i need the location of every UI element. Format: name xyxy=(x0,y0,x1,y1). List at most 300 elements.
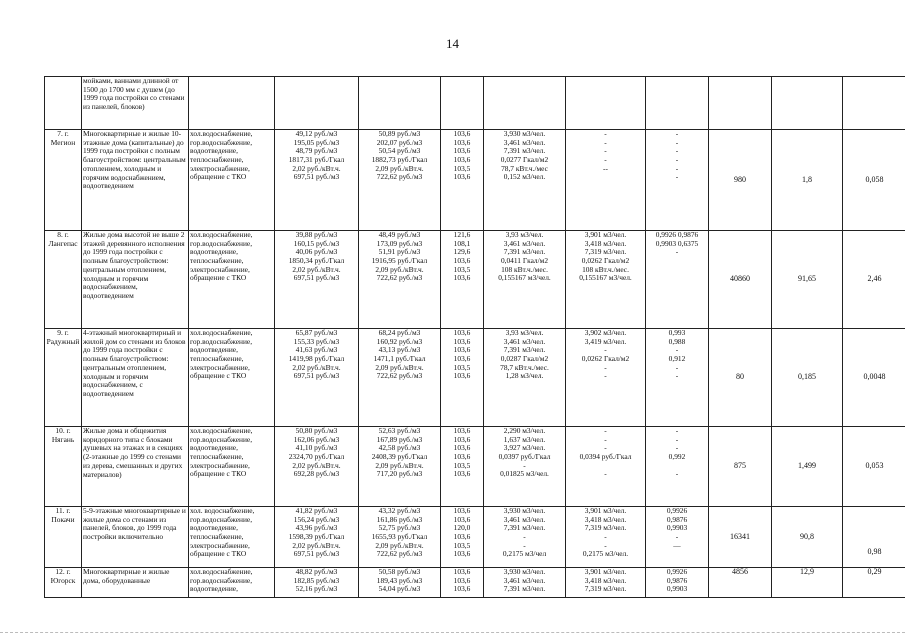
tariff-before-line: 52,16 руб./м3 xyxy=(295,584,338,594)
tariff-after-line: 43,32 руб./м3 xyxy=(378,506,421,515)
coefficient-line xyxy=(647,257,707,266)
consumption-norm-cell xyxy=(484,231,566,329)
coefficient-line: 0,9903 xyxy=(666,523,688,533)
city-cell: 7. г. Мегион xyxy=(45,130,82,231)
tariff-after-cell xyxy=(359,231,441,329)
consumption-norm-line: 3,461 м3/чел. xyxy=(503,137,546,147)
consumption-norm-line: 0,0287 Гкал/м2 xyxy=(500,354,549,364)
consumption-norm-alt-line: 0,0262 Гкал/м2 xyxy=(581,256,630,266)
table-row xyxy=(45,427,905,507)
tariff-after-line: 160,92 руб./м3 xyxy=(376,336,423,346)
tariff-before-line: 156,24 руб./м3 xyxy=(293,514,340,524)
consumption-norm-alt-line: - xyxy=(604,137,607,147)
share-total: 0,0048 xyxy=(843,329,905,427)
coefficient-line: - xyxy=(675,172,679,182)
tariff-index-line: 103,6 xyxy=(453,155,471,165)
tariff-after-line: 50,54 руб./м3 xyxy=(378,146,421,156)
consumption-norm-line: 7,391 м3/чел. xyxy=(503,247,546,257)
tariff-after-line: 722,62 руб./м3 xyxy=(376,371,423,381)
tariff-before-line: 48,82 руб./м3 xyxy=(295,567,338,576)
service-list-line: обращение с ТКО xyxy=(190,469,247,479)
coefficient-line: 0,9926 0,9876 xyxy=(655,230,699,239)
consumption-norm-alt-line: - xyxy=(604,426,607,435)
coefficient-line: - xyxy=(675,362,679,372)
consumption-norm-alt-line: 0,0262 Гкал/м2 xyxy=(581,354,630,364)
tariff-before-line: 182,85 руб./м3 xyxy=(293,575,340,585)
tariff-before-line: 2,02 руб./кВт.ч. xyxy=(292,264,341,274)
tariff-index-line: 103,6 xyxy=(453,426,471,435)
tariff-index-line: 121,6 xyxy=(453,230,471,239)
consumption-norm-line: 0,0397 руб./Гкал xyxy=(498,452,551,462)
share-total: 0,053 xyxy=(843,427,905,507)
tariff-before-line: 2,02 руб./кВт.ч. xyxy=(292,163,341,173)
service-list-line: теплоснабжение, xyxy=(190,155,244,165)
city-cell: 12. г. Югорск xyxy=(45,568,82,598)
house-description: Многоквартирные и жилые 10-этажные дома (капитальные) до 1999 года постройки с полным благоустройством: центральным отоплением, холодным и горячим водоснабжением, водоотведением xyxy=(82,130,189,231)
tariff-after-line: 717,20 руб./м3 xyxy=(376,469,423,479)
tariff-after-cell xyxy=(359,568,441,598)
population-count: 980 xyxy=(709,130,772,231)
tariff-before-line: 697,51 руб./м3 xyxy=(293,371,340,381)
consumption-norm-alt-line: 3,419 м3/чел. xyxy=(584,336,627,346)
tariff-after-line: 52,63 руб./м3 xyxy=(378,426,421,435)
coefficient-line xyxy=(647,550,707,559)
share-percent: 91,65 xyxy=(772,231,843,329)
tariff-index-cell xyxy=(441,329,484,427)
coefficient-line: - xyxy=(675,426,679,435)
consumption-norm-line: 7,391 м3/чел. xyxy=(503,523,546,533)
tariff-after-line: 167,89 руб./м3 xyxy=(376,434,423,444)
tariff-before-line: 2,02 руб./кВт.ч. xyxy=(292,540,341,550)
coefficient-line: - xyxy=(675,146,679,156)
service-list-line: электроснабжение, xyxy=(190,362,250,372)
coefficient-line: 0,912 xyxy=(668,354,686,364)
service-list-line: хол.водоснабжение, xyxy=(190,426,253,435)
consumption-norm-line: 1,28 м3/чел. xyxy=(505,371,544,381)
coefficient-cell xyxy=(646,507,709,568)
tariff-before-line: 697,51 руб./м3 xyxy=(293,172,340,182)
tariff-index-line: 103,6 xyxy=(453,506,471,515)
tariff-index-line: 103,6 xyxy=(453,532,471,542)
house-description: мойками, ваннами длинной от 1500 до 1700 мм с душем (до 1999 года постройки со стенами из панелей, блоков) xyxy=(82,77,189,130)
service-list-line: теплоснабжение, xyxy=(190,452,244,462)
consumption-norm-alt-cell xyxy=(566,568,646,598)
share-percent: 0,185 xyxy=(772,329,843,427)
service-list-line: водоотведение, xyxy=(190,584,238,594)
tariff-after-line: 202,07 руб./м3 xyxy=(376,137,423,147)
consumption-norm-line: 108 кВт.ч./мес. xyxy=(501,264,548,274)
tariff-before-cell xyxy=(275,568,359,598)
coefficient-cell xyxy=(646,329,709,427)
tariff-before-line: 195,05 руб./м3 xyxy=(293,137,340,147)
consumption-norm-line: 78,7 кВт.ч./мес. xyxy=(500,362,549,372)
tariff-after-cell xyxy=(359,130,441,231)
table-row xyxy=(45,507,905,568)
service-list-line: электроснабжение, xyxy=(190,540,250,550)
tariff-after-line: 189,43 руб./м3 xyxy=(376,575,423,585)
tariff-index-line: 103,6 xyxy=(453,452,471,462)
tariff-index-line: 103,6 xyxy=(453,575,471,585)
consumption-norm-line: 3,93 м3/чел. xyxy=(505,328,544,337)
tariff-before-line: 41,63 руб./м3 xyxy=(295,345,338,355)
tariff-before-cell xyxy=(275,507,359,568)
consumption-norm-cell xyxy=(484,568,566,598)
coefficient-line: - xyxy=(675,247,679,257)
coefficient-line: - xyxy=(675,532,679,542)
city-cell: 8. г. Лангепас xyxy=(45,231,82,329)
consumption-norm-alt-line: - xyxy=(604,129,607,138)
service-list-line: обращение с ТКО xyxy=(190,549,247,559)
tariff-before-line: 162,06 руб./м3 xyxy=(293,434,340,444)
tariff-index-line: 103,6 xyxy=(453,443,471,453)
tariff-after-line: 68,24 руб./м3 xyxy=(378,328,421,337)
consumption-norm-alt-line: 7,319 м3/чел. xyxy=(584,584,627,594)
coefficient-line: - xyxy=(675,129,679,138)
coefficient-line: 0,993 xyxy=(668,328,686,337)
tariff-after-line: 161,86 руб./м3 xyxy=(376,514,423,524)
tariff-before-line: 1850,34 руб./Гкал xyxy=(288,256,345,266)
tariff-after-cell xyxy=(359,427,441,507)
tariff-after-line: 722,62 руб./м3 xyxy=(376,273,423,283)
tariff-index-cell xyxy=(441,507,484,568)
share-percent: 1,499 xyxy=(772,427,843,507)
consumption-norm-alt-line: - xyxy=(604,540,607,550)
service-list-line: обращение с ТКО xyxy=(190,371,247,381)
consumption-norm-alt-line: - xyxy=(604,469,607,479)
tariff-after-line: 722,62 руб./м3 xyxy=(376,549,423,559)
consumption-norm-line: 3,461 м3/чел. xyxy=(503,238,546,248)
consumption-norm-alt-line: 7,319 м3/чел. xyxy=(584,523,627,533)
city-cell: 9. г. Радужный xyxy=(45,329,82,427)
consumption-norm-alt-line: - xyxy=(604,434,607,444)
consumption-norm-alt-line: - xyxy=(604,146,607,156)
tariff-index-line: 103,6 xyxy=(453,549,471,559)
service-list-line: хол.водоснабжение, xyxy=(190,230,253,239)
consumption-norm-line: 7,391 м3/чел. xyxy=(503,146,546,156)
service-list-line: обращение с ТКО xyxy=(190,273,247,283)
table-row xyxy=(45,329,905,427)
tariff-before-line: 692,28 руб./м3 xyxy=(293,469,340,479)
share-total: 2,46 xyxy=(843,231,905,329)
tariff-index-line: 103,6 xyxy=(453,354,471,364)
consumption-norm-line: 0,2175 м3/чел xyxy=(502,549,547,559)
consumption-norm-alt-line: - xyxy=(604,532,607,542)
coefficient-cell xyxy=(646,130,709,231)
consumption-norm-alt-line: - xyxy=(604,155,607,165)
tariff-before-line: 2324,70 руб./Гкал xyxy=(288,452,345,462)
consumption-norm-alt-line: 0,155167 м3/чел. xyxy=(579,273,632,283)
tariff-after-line: 2408,39 руб./Гкал xyxy=(371,452,428,462)
share-total: 0,058 xyxy=(843,130,905,231)
tariff-after-line: 2,09 руб./кВт.ч. xyxy=(375,163,424,173)
coefficient-line: - xyxy=(675,469,679,479)
table-row xyxy=(45,568,905,598)
consumption-norm-line: 0,152 м3/чел. xyxy=(503,172,546,182)
consumption-norm-alt-cell xyxy=(566,130,646,231)
consumption-norm-alt-cell xyxy=(566,427,646,507)
coefficient-line: 0,9876 xyxy=(666,575,688,585)
service-list-line: гор.водоснабжение, xyxy=(190,238,253,248)
service-list-line: хол.водоснабжение, xyxy=(190,328,253,337)
service-list-line: гор.водоснабжение, xyxy=(190,575,253,585)
share-percent: 1,8 xyxy=(772,130,843,231)
tariff-after-line: 173,09 руб./м3 xyxy=(376,238,423,248)
tariff-index-line: 103,6 xyxy=(453,584,471,594)
population-count: 16341 xyxy=(709,507,772,568)
service-list-line: гор.водоснабжение, xyxy=(190,137,253,147)
coefficient-line: - xyxy=(675,371,679,381)
tariff-index-line: 103,5 xyxy=(453,163,471,173)
tariff-after-line: 50,89 руб./м3 xyxy=(378,129,421,138)
consumption-norm-alt-cell xyxy=(566,507,646,568)
consumption-norm-alt-line: 0,0394 руб./Гкал xyxy=(579,452,632,462)
tariff-before-line: 1419,98 руб./Гкал xyxy=(288,354,345,364)
coefficient-line: 0,9926 xyxy=(666,567,688,576)
tariff-index-line: 103,6 xyxy=(453,514,471,524)
consumption-norm-alt-line: 7,319 м3/чел. xyxy=(584,247,627,257)
tariff-index-line: 103,6 xyxy=(453,273,471,283)
tariff-before-line: 2,02 руб./кВт.ч. xyxy=(292,362,341,372)
coefficient-line: 0,9926 xyxy=(666,506,688,515)
consumption-norm-cell xyxy=(484,507,566,568)
consumption-norm-line: 78,7 кВт.ч./мес xyxy=(501,163,548,173)
consumption-norm-alt-line: 3,418 м3/чел. xyxy=(584,238,627,248)
tariff-before-line: 50,80 руб./м3 xyxy=(295,426,338,435)
tariff-after-line: 50,58 руб./м3 xyxy=(378,567,421,576)
service-list-line: электроснабжение, xyxy=(190,264,250,274)
city-cell: 11. г. Покачи xyxy=(45,507,82,568)
coefficient-line xyxy=(647,274,707,283)
page-number: 14 xyxy=(446,36,459,51)
consumption-norm-line: 3,461 м3/чел. xyxy=(503,575,546,585)
tariff-index-line: 103,6 xyxy=(453,567,471,576)
consumption-norm-alt-line: 3,901 м3/чел. xyxy=(584,567,627,576)
tariff-before-line: 48,79 руб./м3 xyxy=(295,146,338,156)
service-list-line: электроснабжение, xyxy=(190,460,250,470)
city-cell xyxy=(45,77,82,130)
tariff-index-cell xyxy=(441,427,484,507)
coefficient-line: - xyxy=(675,137,679,147)
tariff-before-line: 41,82 руб./м3 xyxy=(295,506,338,515)
consumption-norm-alt-line: -- xyxy=(603,163,608,173)
consumption-norm-cell xyxy=(484,130,566,231)
house-description: 5-9-этажные многоквартирные и жилые дома со стенами из панелей, блоков, до 1999 года постройки включительно xyxy=(82,507,189,568)
population-count: 875 xyxy=(709,427,772,507)
tariff-index-line: 103,5 xyxy=(453,362,471,372)
table-row xyxy=(45,231,905,329)
tariff-index-line: 120,0 xyxy=(453,523,471,533)
coefficient-line: 0,9876 xyxy=(666,514,688,524)
consumption-norm-cell xyxy=(484,329,566,427)
tariff-before-line: 40,06 руб./м3 xyxy=(295,247,338,257)
tariff-after-line: 1655,93 руб./Гкал xyxy=(371,532,428,542)
service-list-cell xyxy=(189,507,275,568)
coefficient-cell xyxy=(646,427,709,507)
tariff-index-line: 103,6 xyxy=(453,129,471,138)
tariff-after-line: 1471,1 руб./Гкал xyxy=(373,354,426,364)
tariff-table xyxy=(44,76,905,598)
tariff-index-line: 103,6 xyxy=(453,146,471,156)
tariff-before-line: 41,10 руб./м3 xyxy=(295,443,338,453)
coefficient-line: 0,992 xyxy=(668,452,686,462)
table-body xyxy=(45,77,905,598)
service-list-line: электроснабжение, xyxy=(190,163,250,173)
service-list-line: хол.водоснабжение, xyxy=(190,129,253,138)
house-description: Многоквартирные и жилые дома, оборудованные xyxy=(82,568,189,598)
service-list-line: водоотведение, xyxy=(190,345,238,355)
tariff-index-line: 103,5 xyxy=(453,264,471,274)
service-list-line: теплоснабжение, xyxy=(190,256,244,266)
tariff-index-line: 103,6 xyxy=(453,137,471,147)
tariff-after-line: 2,09 руб./кВт.ч. xyxy=(375,460,424,470)
coefficient-line: - xyxy=(675,155,679,165)
share-percent: 12,9 xyxy=(772,568,843,598)
house-description: Жилые дома и общежития коридорного типа с блоками душевых на этажах и в секциях (2-этажные до 1999 со стенами из дерева, смешанных и других материалов) xyxy=(82,427,189,507)
tariff-before-cell xyxy=(275,231,359,329)
coefficient-cell xyxy=(646,231,709,329)
consumption-norm-line: 0,0277 Гкал/м2 xyxy=(500,155,549,165)
tariff-before-line: 49,12 руб./м3 xyxy=(295,129,338,138)
coefficient-line: — xyxy=(673,540,681,550)
consumption-norm-alt-line: 3,902 м3/чел. xyxy=(584,328,627,337)
service-list-line: хол. водоснабжение, xyxy=(190,506,255,515)
consumption-norm-line: - xyxy=(523,532,526,542)
service-list-cell xyxy=(189,329,275,427)
tariff-before-line: 697,51 руб./м3 xyxy=(293,273,340,283)
tariff-index-line: 103,6 xyxy=(453,469,471,479)
consumption-norm-line: 2,290 м3/чел. xyxy=(503,426,546,435)
tariff-index-line: 129,6 xyxy=(453,247,471,257)
consumption-norm-alt-line: 3,901 м3/чел. xyxy=(584,506,627,515)
tariff-after-line: 48,49 руб./м3 xyxy=(378,230,421,239)
tariff-after-cell xyxy=(359,507,441,568)
tariff-before-line: 43,96 руб./м3 xyxy=(295,523,338,533)
city-cell: 10. г. Нягань xyxy=(45,427,82,507)
scan-edge xyxy=(0,632,905,633)
consumption-norm-line: 7,391 м3/чел. xyxy=(503,345,546,355)
service-list-cell xyxy=(189,568,275,598)
consumption-norm-line: - xyxy=(523,540,526,550)
service-list-cell xyxy=(189,427,275,507)
tariff-before-line: 697,51 руб./м3 xyxy=(293,549,340,559)
tariff-before-line: 65,87 руб./м3 xyxy=(295,328,338,337)
tariff-after-line: 2,09 руб./кВт.ч. xyxy=(375,264,424,274)
tariff-index-line: 103,5 xyxy=(453,460,471,470)
tariff-before-line: 2,02 руб./кВт.ч. xyxy=(292,460,341,470)
tariff-after-line: 722,62 руб./м3 xyxy=(376,172,423,182)
consumption-norm-alt-line: - xyxy=(604,443,607,453)
consumption-norm-line: - xyxy=(523,460,526,470)
tariff-before-line: 39,88 руб./м3 xyxy=(295,230,338,239)
tariff-before-line: 160,15 руб./м3 xyxy=(293,238,340,248)
tariff-before-line: 155,33 руб./м3 xyxy=(293,336,340,346)
consumption-norm-cell xyxy=(484,427,566,507)
service-list-line: хол.водоснабжение, xyxy=(190,567,253,576)
service-list-line: водоотведение, xyxy=(190,146,238,156)
consumption-norm-alt-line: 108 кВт.ч./мес. xyxy=(582,264,629,274)
population-count: 40860 xyxy=(709,231,772,329)
house-description: Жилые дома высотой не выше 2 этажей деревянного исполнения до 1999 года постройки с полным благоустройством: центральным отоплением, холодным и горячим водоснабжением, водоотведением xyxy=(82,231,189,329)
coefficient-line xyxy=(647,266,707,275)
coefficient-line: 0,9903 xyxy=(666,584,688,594)
coefficient-line: - xyxy=(675,163,679,173)
tariff-after-line: 2,09 руб./кВт.ч. xyxy=(375,362,424,372)
service-list-cell xyxy=(189,231,275,329)
consumption-norm-line: 3,930 м3/чел. xyxy=(503,129,546,138)
tariff-index-cell xyxy=(441,568,484,598)
tariff-index-line: 103,6 xyxy=(453,172,471,182)
tariff-index-line: 103,6 xyxy=(453,434,471,444)
consumption-norm-line: 0,155167 м3/чел. xyxy=(498,273,551,283)
service-list-line: обращение с ТКО xyxy=(190,172,247,182)
tariff-index-line: 103,6 xyxy=(453,256,471,266)
tariff-before-cell xyxy=(275,130,359,231)
tariff-after-line: 1916,95 руб./Гкал xyxy=(371,256,428,266)
tariff-before-cell xyxy=(275,329,359,427)
tariff-after-cell xyxy=(359,329,441,427)
consumption-norm-alt-line: 0,2175 м3/чел. xyxy=(582,549,629,559)
consumption-norm-line: 1,637 м3/чел. xyxy=(503,434,546,444)
tariff-after-line: 42,58 руб./м3 xyxy=(378,443,421,453)
service-list-line: гор.водоснабжение, xyxy=(190,434,253,444)
consumption-norm-line: 0,0411 Гкал/м2 xyxy=(500,256,549,266)
tariff-index-line: 103,6 xyxy=(453,328,471,337)
table-row xyxy=(45,130,905,231)
consumption-norm-line: 3,927 м3/чел. xyxy=(503,443,546,453)
house-description: 4-этажный многоквартирный и жилой дом со стенами из блоков до 1999 года постройки с полным благоустройством: центральным отоплением, холодным и горячим водоснабжением, с водоотведением xyxy=(82,329,189,427)
share-total: 0,29 xyxy=(843,568,905,598)
tariff-before-line: 1817,31 руб./Гкал xyxy=(288,155,345,165)
service-list-line: водоотведение, xyxy=(190,443,238,453)
tariff-after-line: 52,75 руб./м3 xyxy=(378,523,421,533)
consumption-norm-line: 3,93 м3/чел. xyxy=(505,230,544,239)
tariff-index-line: 103,6 xyxy=(453,371,471,381)
coefficient-line: - xyxy=(675,345,679,355)
tariff-index-cell xyxy=(441,231,484,329)
tariff-index-cell xyxy=(441,130,484,231)
tariff-before-line: 1598,39 руб./Гкал xyxy=(288,532,345,542)
tariff-index-line: 103,6 xyxy=(453,345,471,355)
coefficient-line: 0,9903 0,6375 xyxy=(655,238,699,248)
coefficient-line: 0,988 xyxy=(668,336,686,346)
tariff-after-line: 2,09 руб./кВт.ч. xyxy=(375,540,424,550)
tariff-after-line: 54,04 руб./м3 xyxy=(378,584,421,594)
share-total: 0,98 xyxy=(843,507,905,568)
tariff-before-cell xyxy=(275,427,359,507)
service-list-line: теплоснабжение, xyxy=(190,532,244,542)
table-row-continuation xyxy=(45,77,905,130)
service-list-line: гор.водоснабжение, xyxy=(190,514,253,524)
population-count: 4856 xyxy=(709,568,772,598)
consumption-norm-alt-line: 3,418 м3/чел. xyxy=(584,575,627,585)
consumption-norm-line: 0,01825 м3/чел. xyxy=(500,469,549,479)
consumption-norm-line: 7,391 м3/чел. xyxy=(503,584,546,594)
tariff-after-line: 51,91 руб./м3 xyxy=(378,247,421,257)
consumption-norm-line: 3,930 м3/чел. xyxy=(503,506,546,515)
service-list-line: водоотведение, xyxy=(190,523,238,533)
consumption-norm-alt-line xyxy=(567,173,644,182)
tariff-after-line: 1882,73 руб./Гкал xyxy=(371,155,428,165)
tariff-index-line: 103,6 xyxy=(453,336,471,346)
consumption-norm-alt-line: 3,418 м3/чел. xyxy=(584,514,627,524)
tariff-index-line: 103,5 xyxy=(453,540,471,550)
consumption-norm-line: 3,461 м3/чел. xyxy=(503,514,546,524)
consumption-norm-alt-line: 3,901 м3/чел. xyxy=(584,230,627,239)
consumption-norm-alt-line: - xyxy=(604,371,607,381)
consumption-norm-line: 3,461 м3/чел. xyxy=(503,336,546,346)
share-percent: 90,8 xyxy=(772,507,843,568)
consumption-norm-alt-line: - xyxy=(604,345,607,355)
